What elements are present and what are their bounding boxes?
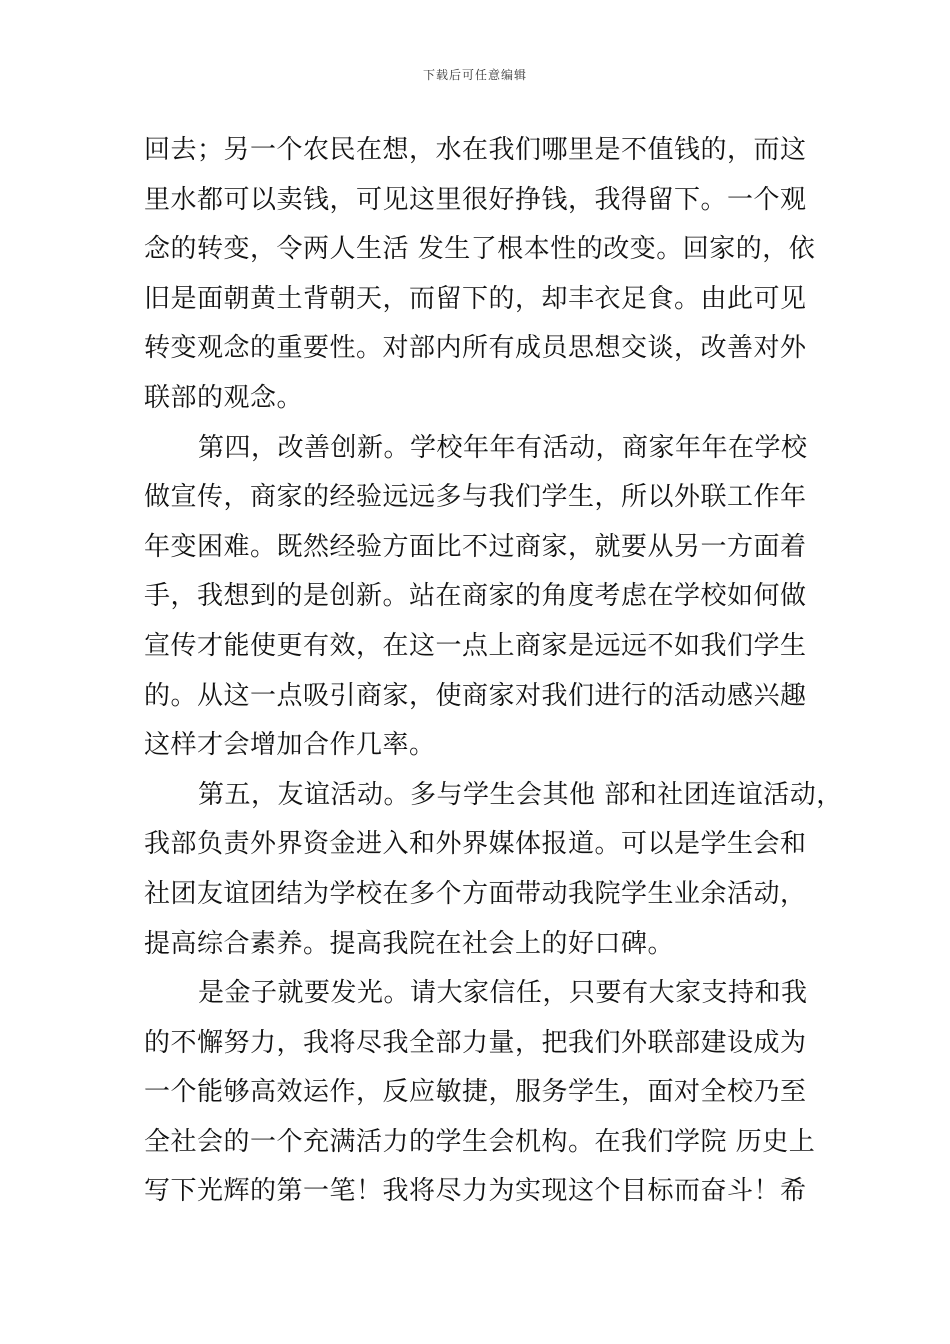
paragraph-start-line: 是金子就要发光。请大家信任，只要有大家支持和我 <box>198 978 808 1009</box>
text-line: 提高综合素养。提高我院在社会上的好口碑。 <box>144 928 675 959</box>
text-line: 手，我想到的是创新。站在商家的角度考虑在学校如何做 <box>144 581 807 612</box>
document-body <box>144 126 843 1217</box>
text-line: 一个能够高效运作，反应敏捷，服务学生，面对全校乃至 <box>144 1077 807 1108</box>
text-line: 联部的观念。 <box>144 382 304 413</box>
text-line: 回去；另一个农民在想，水在我们哪里是不值钱的，而这 <box>144 135 807 165</box>
text-line: 做宣传，商家的经验远远多与我们学生，所以外联工作年 <box>144 482 807 513</box>
text-line: 这样才会增加合作几率。 <box>144 730 436 761</box>
paragraph-start-line: 第五，友谊活动。多与学生会其他 部和社团连谊活动， <box>198 779 843 810</box>
text-line: 的。从这一点吸引商家，使商家对我们进行的活动感兴趣 <box>144 680 807 711</box>
text-line: 念的转变，令两人生活 发生了根本性的改变。回家的，依 <box>144 234 816 265</box>
text-line: 写下光辉的第一笔！我将尽力为实现这个目标而奋斗！希 <box>144 1176 807 1207</box>
text-line: 年变困难。既然经验方面比不过商家，就要从另一方面着 <box>144 531 807 562</box>
text-line: 宣传才能使更有效，在这一点上商家是远远不如我们学生 <box>144 630 807 661</box>
text-line: 社团友谊团结为学校在多个方面带动我院学生业余活动， <box>144 878 807 909</box>
text-line: 转变观念的重要性。对部内所有成员思想交谈，改善对外 <box>144 333 807 364</box>
text-line: 全社会的一个充满活力的学生会机构。在我们学院 历史上 <box>144 1126 816 1157</box>
text-line: 里水都可以卖钱，可见这里很好挣钱，我得留下。一个观 <box>144 184 807 215</box>
page-header: 下载后可任意编辑 <box>422 68 527 82</box>
text-line: 的不懈努力，我将尽我全部力量，把我们外联部建设成为 <box>144 1027 807 1058</box>
paragraph-start-line: 第四，改善创新。学校年年有活动，商家年年在学校 <box>198 432 808 463</box>
text-line: 我部负责外界资金进入和外界媒体报道。可以是学生会和 <box>144 829 807 860</box>
text-line: 旧是面朝黄土背朝天，而留下的，却丰衣足食。由此可见 <box>144 283 807 314</box>
